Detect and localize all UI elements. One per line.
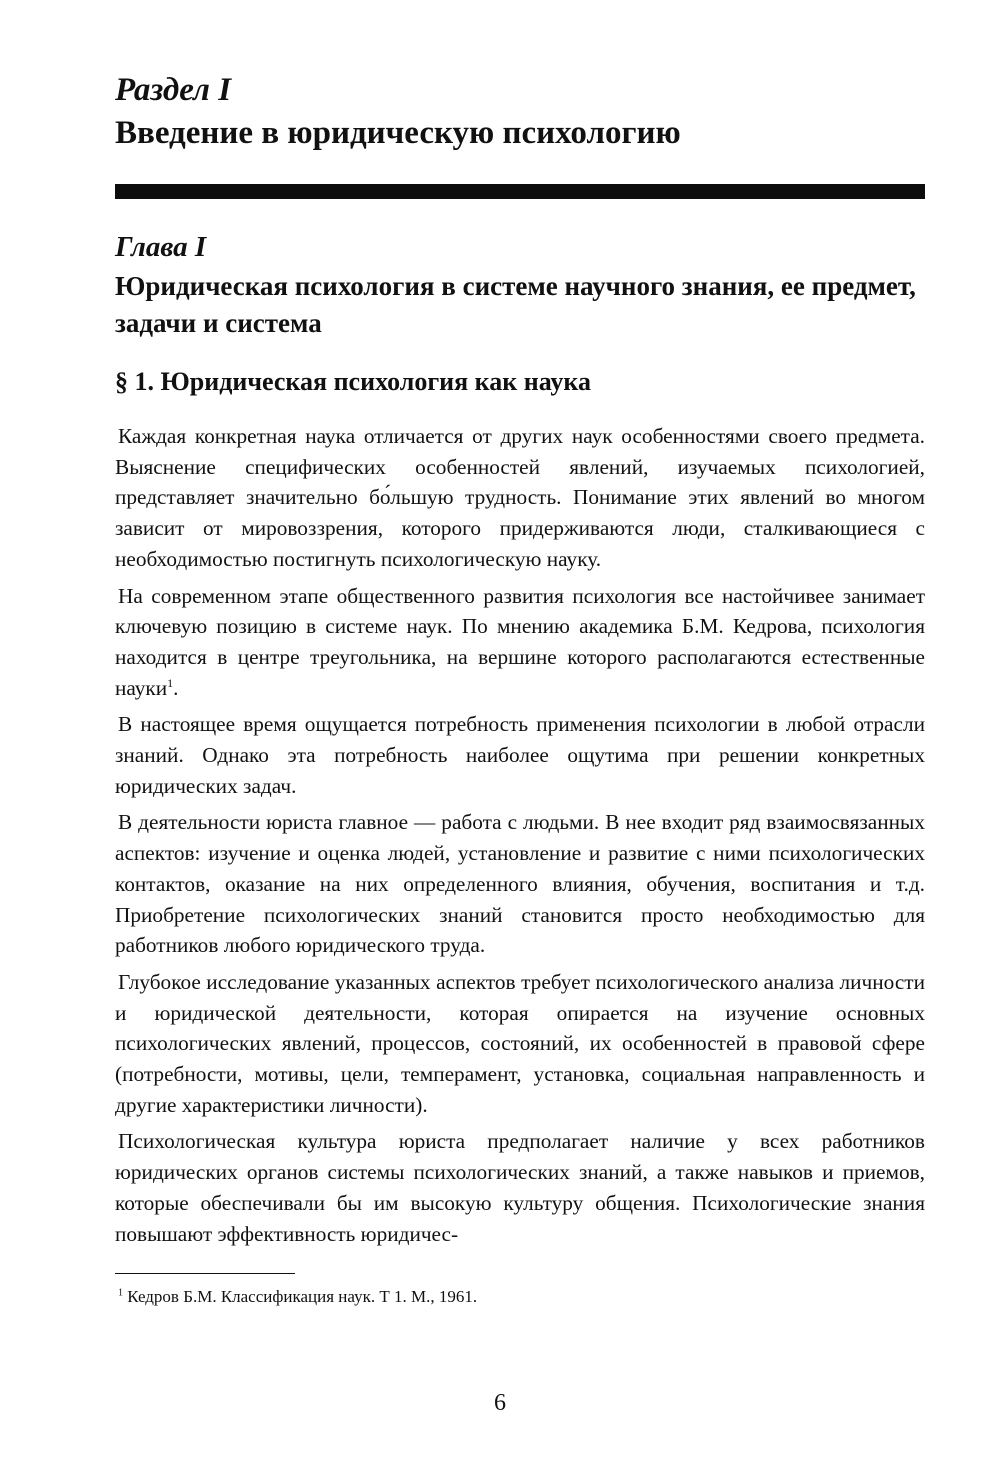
chapter-label: Глава I [115,231,207,263]
page-content [115,70,925,1308]
body-paragraph: В деятельности юриста главное — работа с людьми. В нее входит ряд взаимосвязанных аспектов: изучение и оценка людей, установление и развитие с ними психологических контактов, оказание на них определенного влияния, обучения, воспитания и т.д. Приобретение психологических знаний становится просто необходимостью для работников любого юридического труда. [115,810,925,958]
chapter-title: Юридическая психология в системе научного знания, ее предмет, задачи и система [115,271,916,338]
section-divider [115,184,925,199]
section-title: Введение в юридическую психологию [115,115,681,151]
body-paragraph: Каждая конкретная наука отличается от других наук особенностями своего предмета. Выяснение специфических особенностей явлений, изучаемых психологией, представляет значительно бо́льшую трудность. Понимание этих явлений во многом зависит от мировоззрения, которого придерживаются люди, сталкивающиеся с необходимостью постигнуть психологическую науку. [115,424,925,571]
footnote [115,1286,925,1308]
sentence-end: . [173,675,179,700]
body-paragraph-text: На современном этапе общественного развития психология все настойчивее занимает ключевую позицию в системе наук. По мнению академика Б.М. Кедрова, психология находится в центре треугольника, на вершине которого располагаются естественные науки [115,583,925,700]
footnote-marker: 1 [118,1287,123,1299]
body-text [115,421,925,1249]
page-number: 6 [494,1390,506,1416]
body-paragraph: Психологическая культура юриста предполагает наличие у всех работников юридических органов системы психологических знаний, а также навыков и приемов, которые обеспечивали бы им высокую культуру общения. Психологические знания повышают эффективность юридичес- [115,1129,925,1246]
footnote-divider [115,1273,295,1274]
section-label: Раздел I [115,72,232,108]
footnote-text: Кедров Б.М. Классификация наук. Т 1. М., 1961. [127,1287,478,1307]
footnote-reference: 1 [167,675,174,690]
body-paragraph: Глубокое исследование указанных аспектов требует психологического анализа личности и юридической деятельности, которая опирается на изучение основных психологических явлений, процессов, состояний, их особенностей в правовой сфере (потребности, мотивы, цели, темперамент, установка, социальная направленность и другие характеристики личности). [115,969,925,1117]
paragraph-title: § 1. Юридическая психология как наука [115,367,591,396]
body-paragraph [115,581,925,704]
body-paragraph: В настоящее время ощущается потребность применения психологии в любой отрасли знаний. Однако эта потребность наиболее ощутима при решении конкретных юридических задач. [115,712,925,798]
